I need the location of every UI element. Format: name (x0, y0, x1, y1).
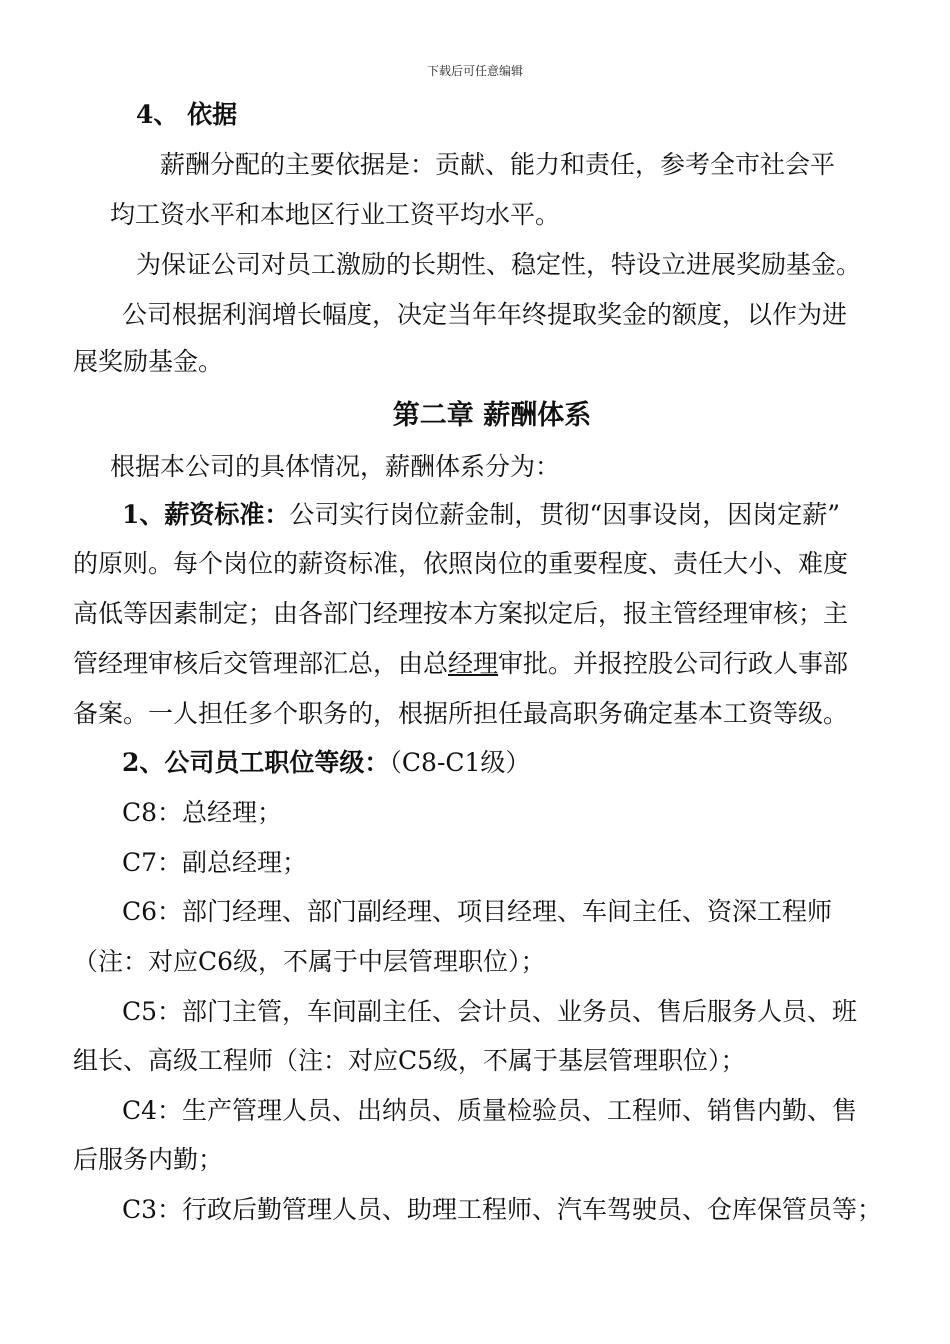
page-header-note: 下载后可任意编辑 (426, 64, 523, 78)
grade-c4-line-1: C4：生产管理人员、出纳员、质量检验员、工程师、销售内勤、售 (122, 1096, 858, 1125)
grade-c6-line-2: （注：对应C6级，不属于中层管理职位）； (73, 947, 546, 976)
grade-c6-line-1: C6：部门经理、部门副经理、项目经理、车间主任、资深工程师 (122, 897, 833, 926)
grade-c5-line-2: 组长、高级工程师（注：对应C5级，不属于基层管理职位）； (73, 1046, 746, 1075)
item-2-heading (122, 746, 530, 780)
section-4-heading: 4、 依据 (136, 100, 238, 129)
item-1-text-1: 公司实行岗位薪金制，贯彻“因事设岗，因岗定薪” (289, 500, 840, 529)
item-1-line-4-b: 审批。并报控股公司行政人事部 (498, 649, 849, 678)
grade-c7: C7：副总经理； (122, 848, 308, 877)
section-4-paragraph-3-line-2: 展奖励基金。 (73, 347, 224, 376)
chapter-title: 第二章 薪酬体系 (392, 400, 592, 431)
section-4-paragraph-1-line-1: 薪酬分配的主要依据是：贡献、能力和责任，参考全市社会平 (160, 150, 836, 179)
grade-c5-line-1: C5：部门主管，车间副主任、会计员、业务员、售后服务人员、班 (122, 997, 858, 1026)
grade-c8: C8：总经理； (122, 798, 283, 827)
grade-c4-line-2: 后服务内勤； (73, 1145, 224, 1174)
item-2-label: 2、公司员工职位等级： (122, 748, 390, 777)
chapter-intro: 根据本公司的具体情况，薪酬体系分为： (110, 452, 561, 481)
item-1-line-5: 备案。一人担任多个职务的，根据所担任最高职务确定基本工资等级。 (73, 699, 849, 728)
item-1-line-2: 的原则。每个岗位的薪资标准，依照岗位的重要程度、责任大小、难度 (73, 549, 849, 578)
section-4-paragraph-1-line-2: 均工资水平和本地区行业工资平均水平。 (110, 200, 561, 229)
item-2-range: （C8-C1级） (389, 748, 531, 777)
section-4-paragraph-2: 为保证公司对员工激励的长期性、稳定性，特设立进展奖励基金。 (136, 250, 862, 279)
item-1-line-4-a: 管经理审核后交管理部汇总，由总 (73, 649, 449, 678)
grade-c3: C3：行政后勤管理人员、助理工程师、汽车驾驶员、仓库保管员等； (122, 1195, 883, 1224)
item-1-underlined-term: 经理 (448, 649, 499, 678)
item-1-label: 1、薪资标准： (122, 500, 290, 529)
item-1-line-4 (73, 647, 848, 681)
section-4-paragraph-3-line-1: 公司根据利润增长幅度，决定当年年终提取奖金的额度，以作为进 (122, 300, 848, 329)
item-1-line-1 (122, 498, 840, 532)
item-1-line-3: 高低等因素制定；由各部门经理按本方案拟定后，报主管经理审核；主 (73, 599, 849, 628)
